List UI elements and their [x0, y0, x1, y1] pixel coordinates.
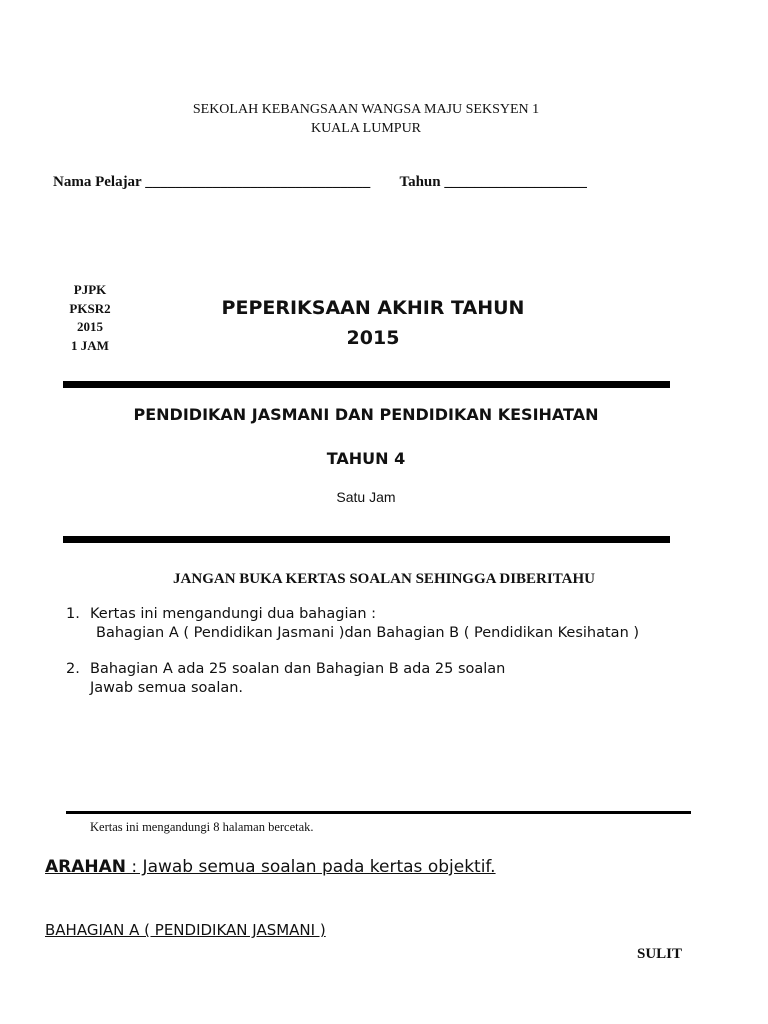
directive — [45, 857, 496, 877]
paper-meta — [60, 281, 120, 355]
warning-notice: JANGAN BUKA KERTAS SOALAN SEHINGGA DIBERITAHU — [173, 571, 595, 587]
instruction-text: Kertas ini mengandungi dua bahagian : — [90, 606, 377, 622]
instruction-subtext: Jawab semua soalan. — [90, 680, 244, 696]
subject-title: PENDIDIKAN JASMANI DAN PENDIDIKAN KESIHATAN — [133, 405, 599, 424]
exam-title-line1: PEPERIKSAAN AKHIR TAHUN — [221, 297, 525, 319]
instruction-subtext: Bahagian A ( Pendidikan Jasmani )dan Bahagian B ( Pendidikan Kesihatan ) — [96, 625, 640, 641]
paper-year: 2015 — [77, 319, 103, 334]
year-blank: ___________________ — [444, 174, 587, 190]
page-count-note: Kertas ini mengandungi 8 halaman bercetak. — [90, 820, 314, 834]
year-label: Tahun — [399, 174, 441, 190]
exam-title-line2: 2015 — [346, 327, 400, 349]
list-item — [66, 660, 706, 698]
instruction-number: 2. — [66, 661, 80, 677]
directive-text: : Jawab semua soalan pada kertas objektif. — [126, 857, 496, 877]
duration-text: Satu Jam — [336, 489, 396, 505]
school-header — [0, 100, 732, 138]
instruction-list — [66, 605, 706, 715]
instruction-number: 1. — [66, 606, 80, 622]
student-name-label: Nama Pelajar — [53, 174, 142, 190]
paper-code: PKSR2 — [69, 300, 111, 316]
classification-label: SULIT — [637, 946, 683, 962]
student-name-blank: ______________________________ — [145, 174, 371, 190]
exam-title — [180, 293, 566, 353]
grade-title: TAHUN 4 — [326, 449, 406, 468]
paper-duration: 1 JAM — [71, 337, 109, 353]
subject-code: PJPK — [73, 282, 107, 297]
directive-label: ARAHAN — [45, 857, 127, 877]
school-name: SEKOLAH KEBANGSAAN WANGSA MAJU SEKSYEN 1 — [192, 102, 540, 117]
bottom-divider — [63, 536, 670, 543]
list-item — [66, 605, 706, 643]
instruction-text: Bahagian A ada 25 soalan dan Bahagian B ada 25 soalan — [90, 661, 506, 677]
school-location: KUALA LUMPUR — [310, 121, 422, 136]
footer-divider — [66, 811, 691, 814]
top-divider — [63, 381, 670, 388]
student-info-row — [53, 174, 587, 191]
section-heading: BAHAGIAN A ( PENDIDIKAN JASMANI ) — [45, 921, 326, 939]
